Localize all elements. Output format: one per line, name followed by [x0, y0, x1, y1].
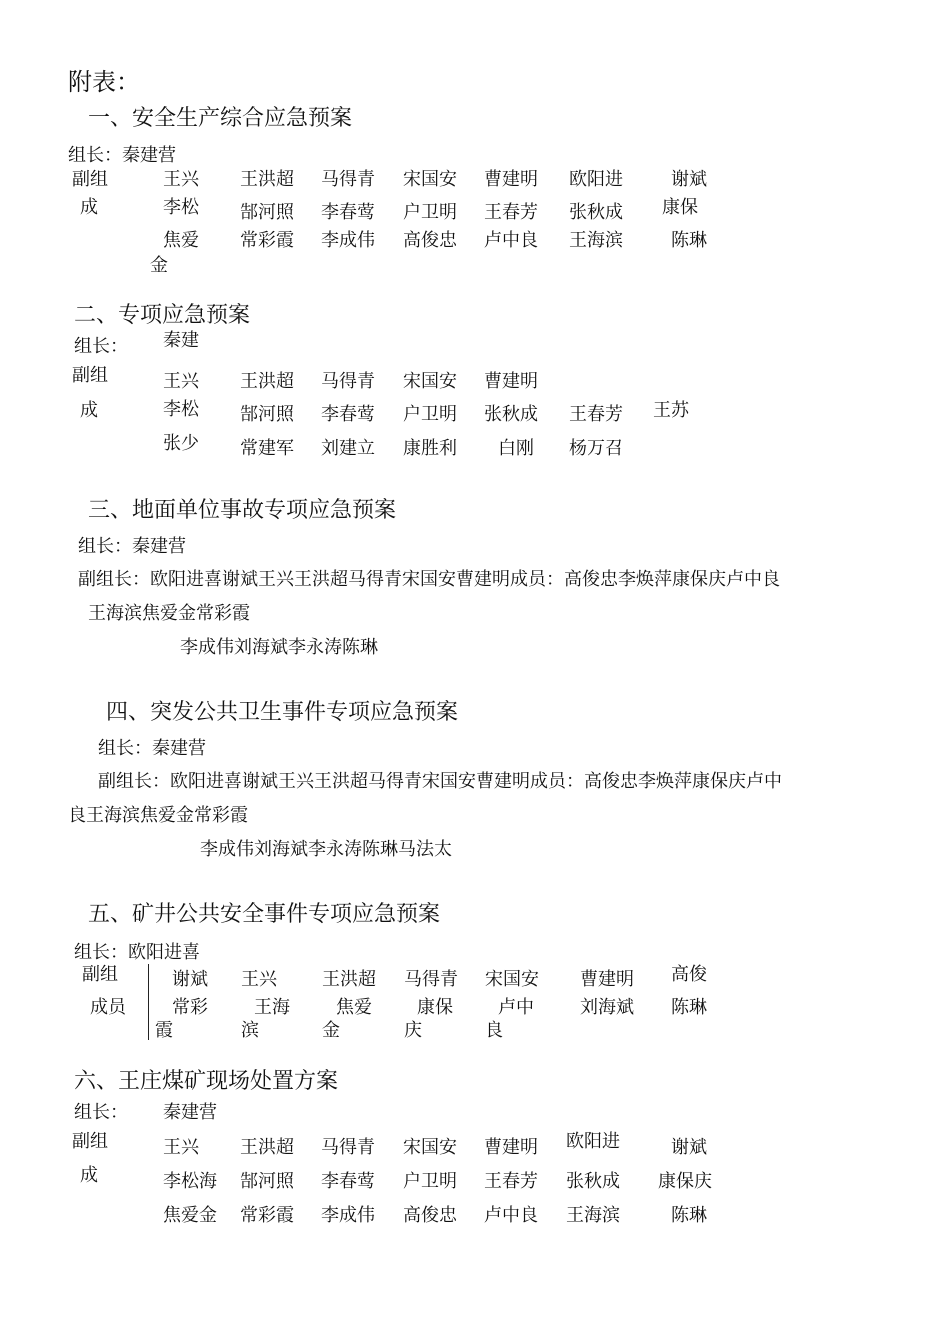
s5-member-wrap: 霞 — [155, 1020, 173, 1041]
s1-member: 户卫明 — [403, 202, 457, 223]
s1-member: 卢中良 — [484, 230, 538, 251]
s5-member-wrap: 滨 — [241, 1020, 259, 1041]
s6-member: 李松海 — [163, 1171, 217, 1192]
s6-member: 陈琳 — [671, 1205, 707, 1226]
section-3-line-2: 王海滨焦爱金常彩霞 — [88, 603, 250, 624]
s2-deputy: 曹建明 — [484, 371, 538, 392]
s6-member: 康保庆 — [658, 1171, 712, 1192]
s2-member: 李春莺 — [321, 404, 375, 425]
section-1-member-label: 成 — [80, 197, 98, 218]
s6-member: 李春莺 — [321, 1171, 375, 1192]
section-4-line-3: 李成伟刘海斌李永涛陈琳马法太 — [200, 839, 452, 860]
s1-member: 李成伟 — [321, 230, 375, 251]
s5-member: 刘海斌 — [580, 997, 634, 1018]
s5-member: 王海 — [254, 997, 290, 1018]
section-2-leader-name: 秦建 — [163, 330, 199, 351]
s1-member-wrap: 金 — [150, 255, 168, 276]
s1-deputy: 宋国安 — [403, 169, 457, 190]
s1-member: 张秋成 — [569, 202, 623, 223]
section-3-leader: 组长：秦建营 — [78, 536, 186, 557]
section-5-divider — [148, 964, 149, 1040]
section-2-member-label: 成 — [80, 400, 98, 421]
s2-member: 常建军 — [240, 438, 294, 459]
s6-member: 张秋成 — [566, 1171, 620, 1192]
s1-member: 高俊忠 — [403, 230, 457, 251]
section-2-deputy-label: 副组 — [72, 365, 108, 386]
s6-deputy: 曹建明 — [484, 1137, 538, 1158]
section-3-line-1: 副组长：欧阳进喜谢斌王兴王洪超马得青宋国安曹建明成员：高俊忠李焕萍康保庆卢中良 — [78, 569, 780, 590]
section-6-member-label: 成 — [80, 1165, 98, 1186]
s1-deputy: 王兴 — [163, 169, 199, 190]
section-3-heading: 三、地面单位事故专项应急预案 — [88, 498, 397, 523]
s2-deputy: 马得青 — [321, 371, 375, 392]
s6-deputy: 王兴 — [163, 1137, 199, 1158]
s2-member: 白刚 — [498, 438, 534, 459]
section-5-deputy-label: 副组 — [82, 964, 118, 985]
s6-deputy: 欧阳进 — [566, 1131, 620, 1152]
s5-member: 常彩 — [172, 997, 208, 1018]
section-1-leader: 组长：秦建营 — [68, 145, 176, 166]
section-3-line-3: 李成伟刘海斌李永涛陈琳 — [180, 637, 378, 658]
s6-member: 焦爱金 — [163, 1205, 217, 1226]
s1-deputy: 曹建明 — [484, 169, 538, 190]
s6-member: 常彩霞 — [240, 1205, 294, 1226]
s1-member: 郜河照 — [240, 202, 294, 223]
s6-member: 王春芳 — [484, 1171, 538, 1192]
s2-member: 王苏 — [653, 400, 689, 421]
s1-member: 焦爱 — [163, 230, 199, 251]
s5-deputy: 谢斌 — [172, 969, 208, 990]
s5-member: 康保 — [417, 997, 453, 1018]
s2-member: 张秋成 — [484, 404, 538, 425]
s2-member: 杨万召 — [569, 438, 623, 459]
s5-member: 陈琳 — [671, 997, 707, 1018]
s1-deputy: 王洪超 — [240, 169, 294, 190]
section-5-leader: 组长：欧阳进喜 — [74, 942, 200, 963]
s6-member: 高俊忠 — [403, 1205, 457, 1226]
s5-deputy: 王洪超 — [322, 969, 376, 990]
s5-deputy: 马得青 — [404, 969, 458, 990]
s2-member: 刘建立 — [321, 438, 375, 459]
s1-member: 陈琳 — [671, 230, 707, 251]
s2-deputy: 王兴 — [163, 371, 199, 392]
s6-deputy: 马得青 — [321, 1137, 375, 1158]
s5-member-wrap: 金 — [322, 1020, 340, 1041]
section-4-line-2: 良王海滨焦爱金常彩霞 — [68, 805, 248, 826]
section-2-leader-label: 组长： — [74, 336, 128, 357]
s6-member: 户卫明 — [403, 1171, 457, 1192]
section-6-deputy-label: 副组 — [72, 1131, 108, 1152]
section-6-leader-name: 秦建营 — [163, 1102, 217, 1123]
section-4-heading: 四、突发公共卫生事件专项应急预案 — [106, 700, 459, 725]
s1-member: 王春芳 — [484, 202, 538, 223]
s1-member: 康保 — [662, 197, 698, 218]
s6-deputy: 谢斌 — [671, 1137, 707, 1158]
s2-deputy: 宋国安 — [403, 371, 457, 392]
section-5-member-label: 成员 — [90, 997, 126, 1018]
s6-member: 郜河照 — [240, 1171, 294, 1192]
section-1-deputy-label: 副组 — [72, 169, 108, 190]
s1-member: 王海滨 — [569, 230, 623, 251]
s5-deputy: 曹建明 — [580, 969, 634, 990]
s5-member: 焦爱 — [336, 997, 372, 1018]
s5-deputy: 高俊 — [671, 964, 707, 985]
s2-deputy: 王洪超 — [240, 371, 294, 392]
s1-deputy: 马得青 — [321, 169, 375, 190]
section-4-line-1: 副组长：欧阳进喜谢斌王兴王洪超马得青宋国安曹建明成员：高俊忠李焕萍康保庆卢中 — [98, 771, 782, 792]
s6-deputy: 宋国安 — [403, 1137, 457, 1158]
s5-member-wrap: 良 — [485, 1020, 503, 1041]
s6-deputy: 王洪超 — [240, 1137, 294, 1158]
s6-member: 李成伟 — [321, 1205, 375, 1226]
s2-member: 户卫明 — [403, 404, 457, 425]
document-title: 附表： — [68, 68, 140, 96]
s2-member: 李松 — [163, 399, 199, 420]
s2-member: 张少 — [163, 433, 199, 454]
s1-member: 李春莺 — [321, 202, 375, 223]
section-5-heading: 五、矿井公共安全事件专项应急预案 — [88, 902, 441, 927]
s5-member: 卢中 — [498, 997, 534, 1018]
section-6-heading: 六、王庄煤矿现场处置方案 — [74, 1069, 339, 1094]
s5-member-wrap: 庆 — [404, 1020, 422, 1041]
s1-deputy: 欧阳进 — [569, 169, 623, 190]
s2-member: 康胜利 — [403, 438, 457, 459]
s5-deputy: 王兴 — [241, 969, 277, 990]
s6-member: 王海滨 — [566, 1205, 620, 1226]
s6-member: 卢中良 — [484, 1205, 538, 1226]
s2-member: 郜河照 — [240, 404, 294, 425]
section-1-heading: 一、安全生产综合应急预案 — [88, 106, 353, 131]
section-4-leader: 组长：秦建营 — [98, 738, 206, 759]
section-2-heading: 二、专项应急预案 — [74, 303, 251, 328]
s5-deputy: 宋国安 — [485, 969, 539, 990]
section-6-leader-label: 组长： — [74, 1102, 128, 1123]
s1-member: 李松 — [163, 197, 199, 218]
s1-member: 常彩霞 — [240, 230, 294, 251]
s1-deputy: 谢斌 — [671, 169, 707, 190]
s2-member: 王春芳 — [569, 404, 623, 425]
